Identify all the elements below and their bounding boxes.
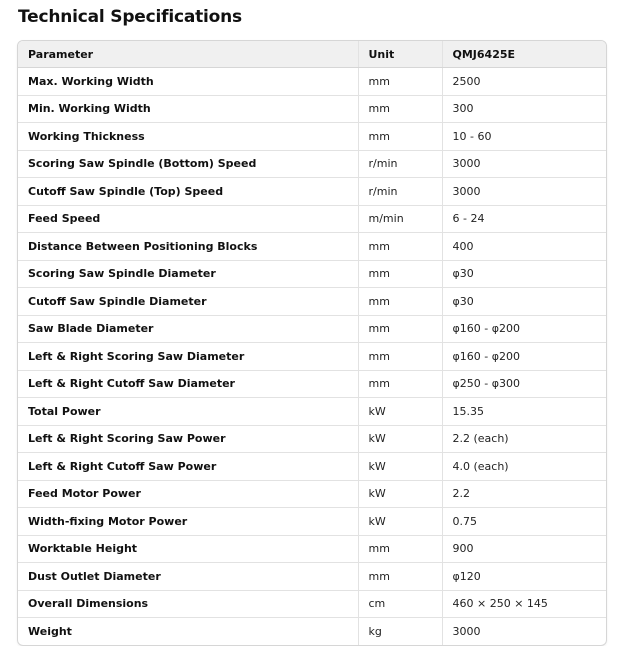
table-row: [18, 260, 606, 288]
spec-parameter: Width-fixing Motor Power: [18, 508, 358, 536]
spec-value: 3000: [442, 618, 606, 645]
spec-parameter: Left & Right Cutoff Saw Power: [18, 453, 358, 481]
spec-parameter: Scoring Saw Spindle Diameter: [18, 260, 358, 288]
spec-parameter: Left & Right Cutoff Saw Diameter: [18, 370, 358, 398]
spec-value: 300: [442, 95, 606, 123]
spec-unit: mm: [358, 370, 442, 398]
spec-value: 460 × 250 × 145: [442, 590, 606, 618]
spec-value: 10 - 60: [442, 123, 606, 151]
table-row: [18, 398, 606, 426]
spec-value: 15.35: [442, 398, 606, 426]
spec-unit: r/min: [358, 150, 442, 178]
table-row: [18, 453, 606, 481]
spec-parameter: Overall Dimensions: [18, 590, 358, 618]
spec-parameter: Left & Right Scoring Saw Power: [18, 425, 358, 453]
spec-unit: kW: [358, 480, 442, 508]
spec-parameter: Distance Between Positioning Blocks: [18, 233, 358, 261]
table-row: [18, 563, 606, 591]
spec-unit: mm: [358, 260, 442, 288]
table-row: [18, 178, 606, 206]
table-row: [18, 233, 606, 261]
table-row: [18, 370, 606, 398]
table-body: [18, 68, 606, 645]
spec-value: φ30: [442, 260, 606, 288]
spec-unit: mm: [358, 95, 442, 123]
table-header-row: [18, 41, 606, 68]
spec-value: φ160 - φ200: [442, 315, 606, 343]
spec-parameter: Dust Outlet Diameter: [18, 563, 358, 591]
spec-unit: mm: [358, 68, 442, 96]
spec-unit: cm: [358, 590, 442, 618]
spec-unit: m/min: [358, 205, 442, 233]
spec-unit: mm: [358, 563, 442, 591]
spec-parameter: Scoring Saw Spindle (Bottom) Speed: [18, 150, 358, 178]
spec-value: φ30: [442, 288, 606, 316]
spec-parameter: Left & Right Scoring Saw Diameter: [18, 343, 358, 371]
spec-value: 3000: [442, 150, 606, 178]
spec-unit: kW: [358, 398, 442, 426]
spec-unit: mm: [358, 315, 442, 343]
spec-parameter: Weight: [28, 624, 72, 638]
table-row: [18, 535, 606, 563]
spec-unit: r/min: [358, 178, 442, 206]
header-parameter: Parameter: [18, 41, 358, 68]
spec-parameter: Min. Working Width: [18, 95, 358, 123]
table-row: [18, 205, 606, 233]
spec-parameter: Cutoff Saw Spindle Diameter: [18, 288, 358, 316]
spec-parameter: Max. Working Width: [18, 68, 358, 96]
table-row: [18, 315, 606, 343]
table-row: [18, 425, 606, 453]
spec-value: 2.2 (each): [442, 425, 606, 453]
spec-parameter: Total Power: [18, 398, 358, 426]
spec-parameter: Worktable Height: [18, 535, 358, 563]
spec-parameter: Saw Blade Diameter: [18, 315, 358, 343]
table-row: [18, 618, 606, 645]
spec-value: φ120: [442, 563, 606, 591]
spec-unit: kW: [358, 508, 442, 536]
spec-value: 4.0 (each): [442, 453, 606, 481]
header-unit: Unit: [358, 41, 442, 68]
spec-unit: kg: [358, 618, 442, 645]
table-row: [18, 68, 606, 96]
table-row: [18, 150, 606, 178]
spec-parameter: Feed Speed: [18, 205, 358, 233]
spec-unit: mm: [358, 535, 442, 563]
spec-unit: mm: [358, 343, 442, 371]
spec-parameter: Cutoff Saw Spindle (Top) Speed: [18, 178, 358, 206]
spec-value: 6 - 24: [442, 205, 606, 233]
spec-value: φ160 - φ200: [442, 343, 606, 371]
table-row: [18, 480, 606, 508]
header-model: QMJ6425E: [442, 41, 606, 68]
table-row: [18, 590, 606, 618]
table-row: [18, 288, 606, 316]
spec-unit: mm: [358, 288, 442, 316]
spec-value: 900: [442, 535, 606, 563]
spec-value: 2.2: [442, 480, 606, 508]
page-title: Technical Specifications: [18, 7, 242, 27]
spec-unit: mm: [358, 123, 442, 151]
table-row: [18, 95, 606, 123]
spec-value: 0.75: [442, 508, 606, 536]
spec-value: 400: [442, 233, 606, 261]
table-row: [18, 508, 606, 536]
spec-parameter: Working Thickness: [18, 123, 358, 151]
spec-value: 2500: [442, 68, 606, 96]
spec-unit: kW: [358, 453, 442, 481]
spec-unit: mm: [358, 233, 442, 261]
table-row: [18, 343, 606, 371]
spec-table: [18, 41, 606, 645]
spec-unit: kW: [358, 425, 442, 453]
spec-value: 3000: [442, 178, 606, 206]
spec-value: φ250 - φ300: [442, 370, 606, 398]
spec-table-container: [17, 40, 607, 646]
table-row: [18, 123, 606, 151]
spec-parameter: Feed Motor Power: [18, 480, 358, 508]
